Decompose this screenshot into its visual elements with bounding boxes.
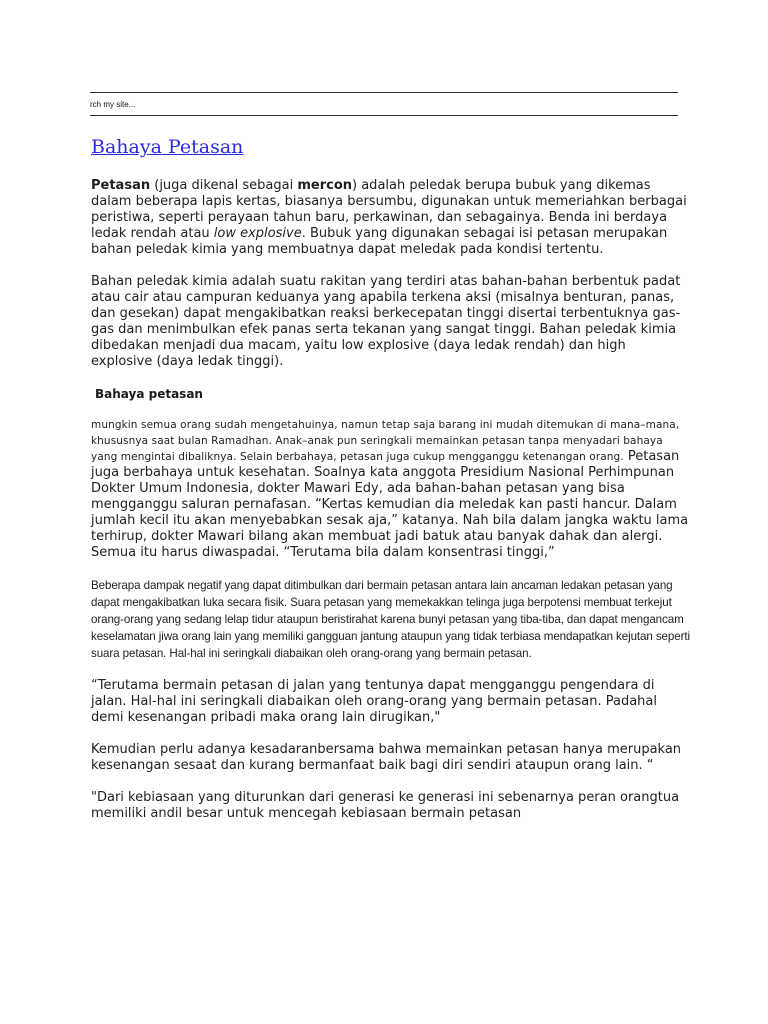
term-petasan: Petasan <box>91 178 151 193</box>
search-input[interactable] <box>90 97 490 111</box>
paragraph-dangers <box>91 417 691 561</box>
paragraph-parents: "Dari kebiasaan yang diturunkan dari generasi ke generasi ini sebenarnya peran orangtua memiliki andil besar untuk mencegah kebiasaan bermain petasan <box>91 790 680 821</box>
paragraph-awareness: Kemudian perlu adanya kesadaranbersama bahwa memainkan petasan hanya merupakan kesenangan sesaat dan kurang bermanfaat baik bagi diri sendiri ataupun orang lain. “ <box>91 742 682 773</box>
intro-text-3: . Bubuk yang digunakan sebagai isi petasan merupakan bahan peledak kimia yang membuatnya dapat meledak pada kondisi tertentu. <box>91 226 668 257</box>
intro-text-2: ) adalah peledak berupa bubuk yang dikemas dalam beberapa lapis kertas, biasanya bersumbu, digunakan untuk memeriahkan berbagai peristiwa, seperti perayaan tahun baru, perkawinan, dan sebagainya. Benda ini berdaya ledak rendah atau <box>91 178 687 241</box>
paragraph-quote-road: “Terutama bermain petasan di jalan yang tentunya dapat mengganggu pengendara di jalan. Hal-hal ini seringkali diabaikan oleh orang-orang yang bermain petasan. Padahal demi kesenangan pribadi maka orang lain dirugikan," <box>91 678 657 725</box>
term-mercon: mercon <box>297 178 353 193</box>
article-body <box>91 178 691 822</box>
dangers-text-small: mungkin semua orang sudah mengetahuinya, namun tetap saja barang ini mudah ditemukan di mana–mana, khususnya saat bulan Ramadhan. Anak–anak pun seringkali memainkan petasan tanpa menyadari bahaya yang mengintai dibaliknya. Selain berbahaya, petasan juga cukup mengganggu ketenangan orang. <box>91 419 680 463</box>
term-low-explosive: low explosive <box>213 226 302 241</box>
section-heading: Bahaya petasan <box>95 387 203 401</box>
paragraph-negative-effects: Beberapa dampak negatif yang dapat ditimbulkan dari bermain petasan antara lain ancaman ledakan petasan yang dapat mengakibatkan luka secara fisik. Suara petasan yang memekakkan telinga juga berpotensi membuat terkejut orang-orang yang sedang lelap tidur ataupun beristirahat karena bunyi petasan yang tiba-tiba, dan dapat mengancam keselamatan jiwa orang lain yang memiliki gangguan jantung ataupun yang tidak terbiasa mendapatkan kejutan seperti suara petasan. Hal-hal ini seringkali diabaikan oleh orang-orang yang bermain petasan. <box>91 579 690 660</box>
page-title[interactable]: Bahaya Petasan <box>91 136 244 158</box>
paragraph-intro <box>91 178 691 258</box>
intro-text-1: (juga dikenal sebagai <box>150 178 298 193</box>
dangers-text-main: Petasan juga berbahaya untuk kesehatan. Soalnya kata anggota Presidium Nasional Perhimpunan Dokter Umum Indonesia, dokter Mawari Edy, ada bahan-bahan petasan yang bisa mengganggu saluran pernafasan. “Kertas kemudian dia meledak kan pasti hancur. Dalam jumlah kecil itu akan menyebabkan sesak aja,” katanya. Nah bila dalam jangka waktu lama terhirup, dokter Mawari bilang akan membuat jadi batuk atau banyak dahak dan alergi. Semua itu harus diwaspadai. “Terutama bila dalam konsentrasi tinggi,” <box>91 449 689 560</box>
paragraph-chemical-explosive: Bahan peledak kimia adalah suatu rakitan yang terdiri atas bahan-bahan berbentuk padat atau cair atau campuran keduanya yang apabila terkena aksi (misalnya benturan, panas, dan gesekan) dapat mengakibatkan reaksi berkecepatan tinggi disertai terbentuknya gas-gas dan menimbulkan efek panas serta tekanan yang sangat tinggi. Bahan peledak kimia dibedakan menjadi dua macam, yaitu low explosive (daya ledak rendah) dan high explosive (daya ledak tinggi). <box>91 274 681 369</box>
search-box <box>90 92 678 116</box>
